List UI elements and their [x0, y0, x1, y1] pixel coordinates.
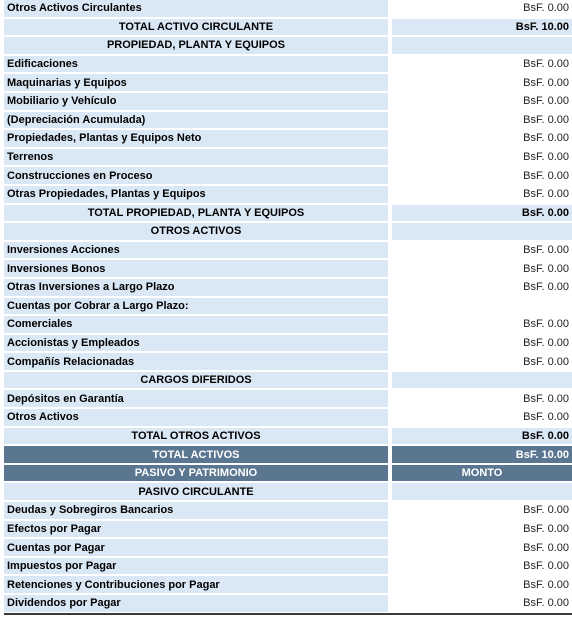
amount-value: BsF. 10.00: [392, 19, 572, 36]
amount-value: BsF. 0.00: [392, 167, 572, 184]
column-header-row: [4, 465, 572, 482]
amount-value: BsF. 0.00: [392, 260, 572, 277]
amount-value: BsF. 0.00: [392, 130, 572, 147]
amount-value: BsF. 0.00: [392, 539, 572, 556]
line-item-row: [4, 242, 572, 259]
line-item-row: [4, 576, 572, 593]
account-label: Deudas y Sobregiros Bancarios: [4, 502, 388, 519]
amount-value: BsF. 0.00: [392, 279, 572, 296]
amount-value: [392, 298, 572, 315]
line-item-row: [4, 279, 572, 296]
amount-value: BsF. 0.00: [392, 316, 572, 333]
account-label: Cuentas por Cobrar a Largo Plazo:: [4, 298, 388, 315]
amount-value: BsF. 0.00: [392, 242, 572, 259]
line-item-row: [4, 558, 572, 575]
total-row: [4, 205, 572, 222]
section-title: CARGOS DIFERIDOS: [4, 372, 388, 389]
balance-sheet-body: [4, 0, 572, 612]
balance-sheet-table: [4, 0, 572, 614]
account-label: (Depreciación Acumulada): [4, 112, 388, 129]
total-label: PASIVO Y PATRIMONIO: [4, 465, 388, 482]
section-header-row: [4, 37, 572, 54]
bottom-divider: [4, 613, 572, 615]
total-label: TOTAL PROPIEDAD, PLANTA Y EQUIPOS: [4, 205, 388, 222]
account-label: Accionistas y Empleados: [4, 335, 388, 352]
line-item-row: [4, 390, 572, 407]
amount-value: BsF. 0.00: [392, 409, 572, 426]
line-item-row: [4, 521, 572, 538]
total-label: TOTAL OTROS ACTIVOS: [4, 428, 388, 445]
line-item-row: [4, 112, 572, 129]
account-label: Inversiones Bonos: [4, 260, 388, 277]
grand-total-row: [4, 446, 572, 463]
line-item-row: [4, 260, 572, 277]
account-label: Cuentas por Pagar: [4, 539, 388, 556]
amount-value: BsF. 0.00: [392, 502, 572, 519]
line-item-row: [4, 298, 572, 315]
account-label: Otras Propiedades, Plantas y Equipos: [4, 186, 388, 203]
line-item-row: [4, 409, 572, 426]
amount-value: BsF. 0.00: [392, 428, 572, 445]
amount-value: BsF. 0.00: [392, 0, 572, 17]
account-label: Mobiliario y Vehículo: [4, 93, 388, 110]
section-title: PROPIEDAD, PLANTA Y EQUIPOS: [4, 37, 388, 54]
section-title: PASIVO CIRCULANTE: [4, 483, 388, 500]
amount-value: BsF. 0.00: [392, 112, 572, 129]
section-header-row: [4, 223, 572, 240]
line-item-row: [4, 335, 572, 352]
amount-value: BsF. 0.00: [392, 353, 572, 370]
account-label: Terrenos: [4, 149, 388, 166]
amount-value: BsF. 0.00: [392, 74, 572, 91]
total-label: TOTAL ACTIVOS: [4, 446, 388, 463]
account-label: Propiedades, Plantas y Equipos Neto: [4, 130, 388, 147]
line-item-row: [4, 56, 572, 73]
amount-value: BsF. 0.00: [392, 93, 572, 110]
amount-value: BsF. 0.00: [392, 335, 572, 352]
total-row: [4, 428, 572, 445]
line-item-row: [4, 186, 572, 203]
amount-value: BsF. 0.00: [392, 149, 572, 166]
account-label: Efectos por Pagar: [4, 521, 388, 538]
amount-value: BsF. 0.00: [392, 521, 572, 538]
section-header-row: [4, 483, 572, 500]
section-value-cell: [392, 483, 572, 500]
account-label: Retenciones y Contribuciones por Pagar: [4, 576, 388, 593]
account-label: Impuestos por Pagar: [4, 558, 388, 575]
section-title: OTROS ACTIVOS: [4, 223, 388, 240]
amount-value: BsF. 0.00: [392, 56, 572, 73]
line-item-row: [4, 353, 572, 370]
line-item-row: [4, 595, 572, 612]
section-value-cell: [392, 372, 572, 389]
section-value-cell: [392, 37, 572, 54]
account-label: Construcciones en Proceso: [4, 167, 388, 184]
line-item-row: [4, 149, 572, 166]
amount-value: BsF. 0.00: [392, 576, 572, 593]
account-label: Edificaciones: [4, 56, 388, 73]
amount-value: BsF. 0.00: [392, 595, 572, 612]
total-row: [4, 19, 572, 36]
account-label: Otros Activos Circulantes: [4, 0, 388, 17]
amount-value: BsF. 0.00: [392, 558, 572, 575]
account-label: Depósitos en Garantía: [4, 390, 388, 407]
line-item-row: [4, 74, 572, 91]
account-label: Compañís Relacionadas: [4, 353, 388, 370]
line-item-row: [4, 502, 572, 519]
amount-value: BsF. 0.00: [392, 205, 572, 222]
account-label: Inversiones Acciones: [4, 242, 388, 259]
account-label: Dividendos por Pagar: [4, 595, 388, 612]
line-item-row: [4, 0, 572, 17]
amount-value: BsF. 0.00: [392, 390, 572, 407]
account-label: Comerciales: [4, 316, 388, 333]
account-label: Otras Inversiones a Largo Plazo: [4, 279, 388, 296]
total-label: TOTAL ACTIVO CIRCULANTE: [4, 19, 388, 36]
section-header-row: [4, 372, 572, 389]
amount-column-header: MONTO: [392, 465, 572, 482]
section-value-cell: [392, 223, 572, 240]
line-item-row: [4, 539, 572, 556]
amount-value: BsF. 0.00: [392, 186, 572, 203]
line-item-row: [4, 167, 572, 184]
account-label: Otros Activos: [4, 409, 388, 426]
amount-value: BsF. 10.00: [392, 446, 572, 463]
line-item-row: [4, 316, 572, 333]
line-item-row: [4, 93, 572, 110]
line-item-row: [4, 130, 572, 147]
account-label: Maquinarias y Equipos: [4, 74, 388, 91]
